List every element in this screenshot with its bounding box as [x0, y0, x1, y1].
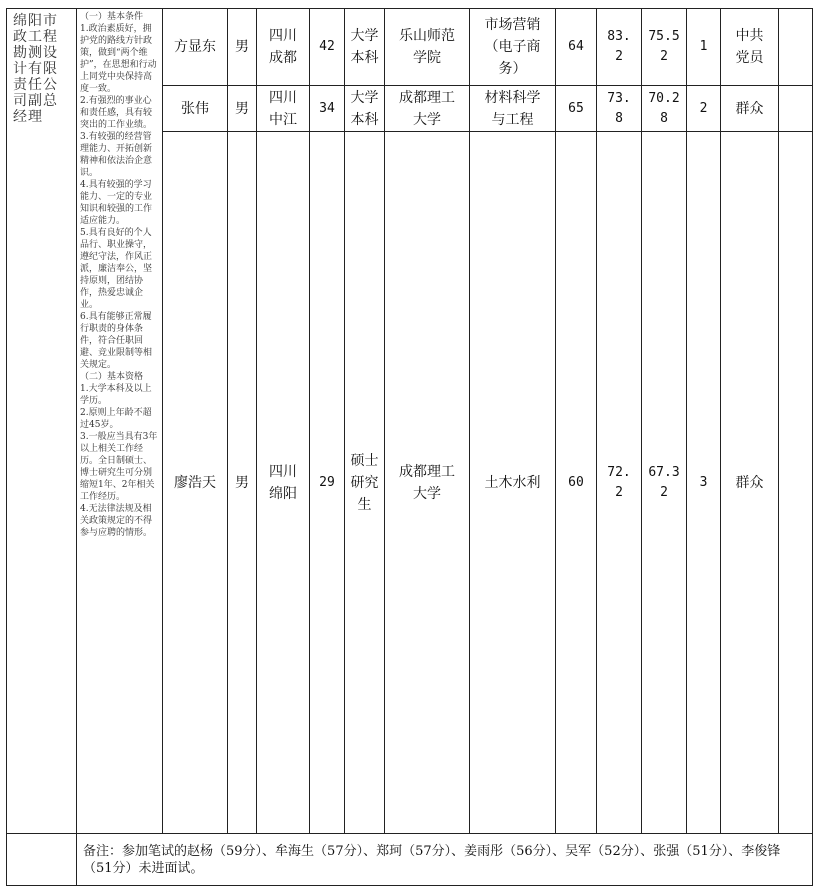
candidate-gender: 男 [228, 9, 257, 86]
candidate-total-score: 70.28 [648, 90, 680, 126]
candidate-name: 方显东 [163, 9, 228, 86]
candidate-education: 硕士研究生 [350, 452, 379, 513]
candidate-written-score: 60 [556, 132, 597, 834]
candidate-extra [779, 132, 813, 834]
candidate-interview-score: 72.2 [607, 464, 631, 500]
candidate-rank: 3 [687, 132, 721, 834]
candidate-major: 材料科学与工程 [484, 89, 541, 128]
candidate-written-score: 64 [556, 9, 597, 86]
candidate-written-score: 65 [556, 86, 597, 132]
candidate-origin: 四川成都 [269, 28, 297, 66]
candidate-origin: 四川绵阳 [269, 463, 297, 502]
candidate-name: 廖浩天 [163, 132, 228, 834]
candidate-school: 乐山师范学院 [399, 28, 455, 66]
candidate-politics: 中共党员 [735, 28, 764, 66]
candidate-age: 34 [310, 86, 345, 132]
candidate-major: 土木水利 [470, 132, 556, 834]
candidate-education: 大学本科 [350, 28, 379, 66]
candidate-origin: 四川中江 [269, 89, 297, 128]
candidate-rank: 1 [687, 9, 721, 86]
position-title: 绵阳市政工程勘测设计有限责任公司副总经理 [7, 9, 77, 834]
candidate-gender: 男 [228, 86, 257, 132]
candidate-politics: 群众 [721, 132, 779, 834]
position-conditions: （一）基本条件 1.政治素质好，拥护党的路线方针政策，做到“两个维护”，在思想和行动上同党中央保持高度一致。 2.有强烈的事业心和责任感，具有较突出的工作业绩。 3.有较强的经营管理能力、开拓创新精神和依法治企意识。 4.具有较强的学习能力、一定的专业知识和较强的工作适应能力。 5.具有良好的个人品行、职业操守，遵纪守法，作风正派，廉洁奉公，坚持原则，团结协作，热爱忠诚企业。 6.具有能够正常履行职责的身体条件，符合任职回避、竞业限制等相关规定。 （二）基本资格 1.大学本科及以上学历。 2.原则上年龄不超过45岁。 3.一般应当具有3年以上相关工作经历。全日制硕士、博士研究生可分别缩短1年、2年相关工作经历。 4.无法律法规及相关政策规定的不得参与应聘的情形。 [77, 9, 163, 834]
candidate-rank: 2 [687, 86, 721, 132]
candidate-school: 成都理工大学 [399, 89, 455, 128]
candidate-name: 张伟 [163, 86, 228, 132]
candidate-age: 42 [310, 9, 345, 86]
table-row [7, 834, 813, 886]
table-row [7, 9, 813, 86]
candidate-interview-score: 83.2 [607, 29, 631, 64]
candidate-age: 29 [310, 132, 345, 834]
table-note: 备注：参加笔试的赵杨（59分）、牟海生（57分）、郑珂（57分）、姜雨彤（56分）、吴军（52分）、张强（51分）、李俊锋（51分）未进面试。 [77, 834, 813, 886]
candidate-major: 市场营销（电子商务） [484, 17, 541, 77]
candidate-total-score: 75.52 [648, 29, 680, 64]
candidate-total-score: 67.32 [648, 464, 680, 500]
candidate-extra [779, 86, 813, 132]
candidate-education: 大学本科 [350, 89, 379, 128]
candidate-politics: 群众 [721, 86, 779, 132]
note-spacer [7, 834, 77, 886]
candidate-extra [779, 9, 813, 86]
candidate-table [6, 8, 813, 886]
candidate-school: 成都理工大学 [399, 463, 455, 502]
candidate-interview-score: 73.8 [607, 90, 631, 126]
candidate-gender: 男 [228, 132, 257, 834]
